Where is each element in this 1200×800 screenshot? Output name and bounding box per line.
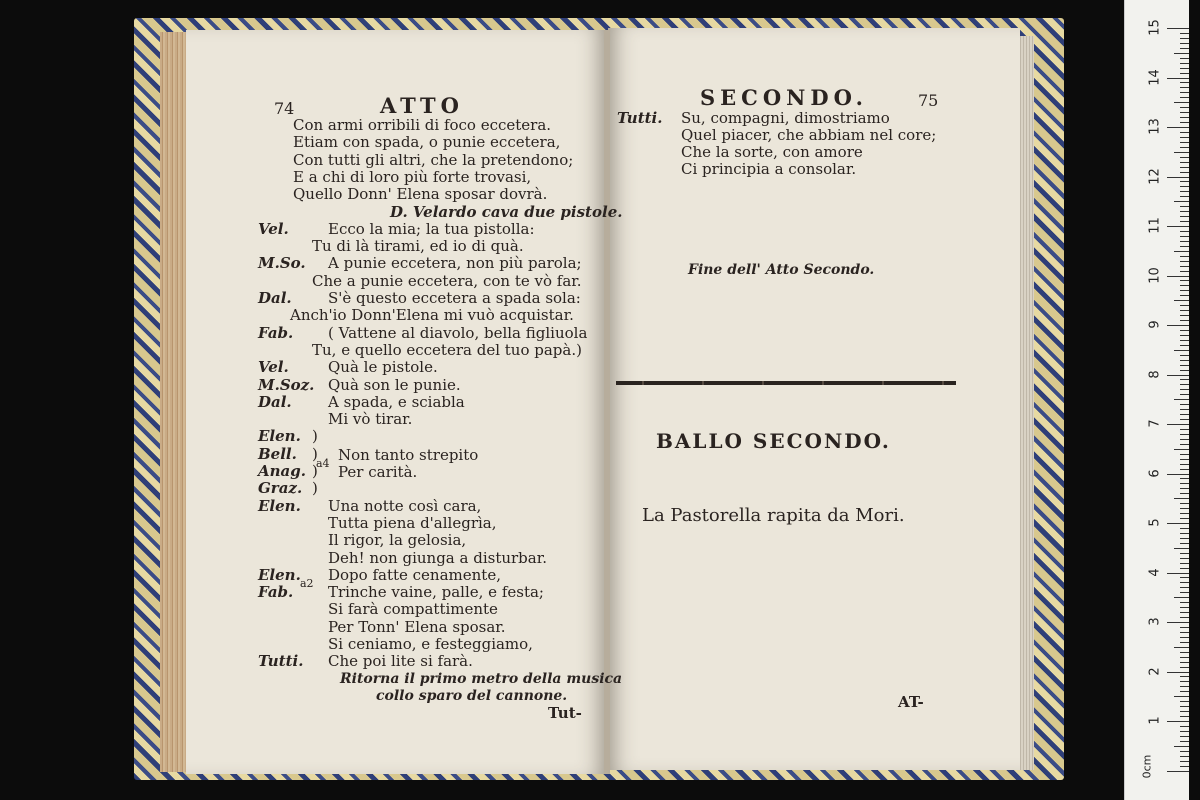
- speaker-tutti: Tutti.: [617, 109, 663, 127]
- ruler-tick: [1180, 488, 1189, 489]
- ruler-number: 8: [1147, 369, 1163, 379]
- verse-line: Che la sorte, con amore: [681, 143, 863, 161]
- ruler-tick: [1174, 102, 1189, 103]
- verse-line: Trinche vaine, palle, e festa;: [328, 583, 544, 602]
- verse-line: Che a punie eccetera, con te vò far.: [312, 271, 582, 290]
- right-page-number: 75: [918, 91, 939, 110]
- ruler-tick: [1180, 295, 1189, 296]
- ruler-tick: [1180, 335, 1189, 336]
- ruler-tick: [1174, 647, 1189, 648]
- verse-line: Per carità.: [338, 463, 418, 481]
- ruler-tick: [1180, 221, 1189, 222]
- verse-line: Tutta piena d'allegrìa,: [328, 513, 497, 532]
- ruler-tick: [1180, 404, 1189, 405]
- ruler-number: 11: [1147, 217, 1163, 234]
- ruler-tick: [1180, 706, 1189, 707]
- ruler-tick: [1180, 87, 1189, 88]
- verse-line: Ecco la mia; la tua pistolla:: [328, 219, 535, 238]
- ruler-tick: [1180, 676, 1189, 677]
- ruler-tick: [1180, 464, 1189, 465]
- speaker-label: Tutti.: [258, 652, 304, 671]
- verse-line: Tu di là tirami, ed io di quà.: [312, 237, 524, 256]
- ruler-tick: [1180, 577, 1189, 578]
- ruler-tick: [1180, 607, 1189, 608]
- verse-line: Anch'io Donn'Elena mi vuò acquistar.: [290, 306, 574, 325]
- ruler-tick: [1180, 652, 1189, 653]
- ruler-tick: [1180, 236, 1189, 237]
- ruler-tick: [1174, 498, 1189, 499]
- ruler-tick: [1167, 375, 1189, 376]
- ruler-tick: [1180, 518, 1189, 519]
- ruler-tick: [1180, 206, 1189, 207]
- ruler-tick: [1180, 97, 1189, 98]
- ruler-number: 7: [1147, 419, 1163, 428]
- ruler-tick: [1180, 58, 1189, 59]
- ruler-tick: [1174, 548, 1189, 549]
- verse-line: ( Vattene al diavolo, bella figliuola: [328, 323, 588, 342]
- verse-line: Con tutti gli altri, che la pretendono;: [293, 150, 574, 169]
- ballo-subtitle: La Pastorella rapita da Mori.: [642, 505, 905, 526]
- ruler-number: 3: [1147, 617, 1163, 626]
- speaker-label: Vel.: [258, 358, 289, 377]
- ruler-tick: [1180, 592, 1189, 593]
- page-edges-right: [1018, 36, 1034, 770]
- verse-line: Non tanto strepito: [338, 445, 479, 464]
- ruler-tick: [1180, 33, 1189, 34]
- bracket-mark: ): [312, 444, 318, 463]
- speaker-label: Dal.: [258, 392, 292, 411]
- ruler-tick: [1180, 142, 1189, 143]
- speaker-label: Dal.: [258, 289, 292, 307]
- ruler-tick: [1167, 276, 1189, 277]
- ruler-tick: [1180, 340, 1189, 341]
- ruler-tick: [1180, 68, 1189, 69]
- verse-line: Il rigor, la gelosia,: [328, 531, 467, 550]
- right-running-head: SECONDO.: [700, 85, 868, 110]
- ruler-tick: [1167, 672, 1189, 673]
- ruler-tick: [1180, 181, 1189, 182]
- left-page-number: 74: [274, 99, 295, 118]
- ruler-tick: [1180, 483, 1189, 484]
- ruler-number: 1: [1147, 716, 1163, 725]
- ruler-tick: [1180, 642, 1189, 643]
- measurement-ruler: [1124, 0, 1189, 800]
- ruler-tick: [1180, 38, 1189, 39]
- ruler-tick: [1180, 122, 1189, 123]
- verse-line: Quello Donn' Elena sposar dovrà.: [293, 185, 548, 204]
- ruler-tick: [1167, 28, 1189, 29]
- speaker-label: Anag.: [258, 462, 306, 480]
- group-marker: a2: [300, 577, 314, 591]
- ruler-tick: [1180, 582, 1189, 583]
- ruler-tick: [1180, 186, 1189, 187]
- ruler-tick: [1180, 558, 1189, 559]
- ruler-tick: [1180, 310, 1189, 311]
- ruler-number: 6: [1147, 468, 1163, 478]
- ruler-tick: [1180, 439, 1189, 440]
- verse-line: A punie eccetera, non più parola;: [328, 254, 582, 273]
- verse-line: Deh! non giunga a disturbar.: [328, 548, 548, 567]
- ruler-tick: [1180, 355, 1189, 356]
- speaker-label: Elen.: [258, 427, 301, 446]
- verse-line: Per Tonn' Elena sposar.: [328, 617, 506, 636]
- ruler-tick: [1180, 162, 1189, 163]
- ruler-number: 12: [1147, 167, 1163, 185]
- verse-line: Quel piacer, che abbiam nel core;: [681, 126, 937, 144]
- ruler-tick: [1180, 370, 1189, 371]
- ruler-tick: [1180, 493, 1189, 494]
- ruler-tick: [1180, 667, 1189, 668]
- ruler-tick: [1180, 617, 1189, 618]
- ruler-tick: [1180, 211, 1189, 212]
- ruler-tick: [1180, 172, 1189, 173]
- ruler-tick: [1180, 305, 1189, 306]
- ruler-tick: [1180, 701, 1189, 702]
- ruler-tick: [1180, 216, 1189, 217]
- verse-line: Mi vò tirar.: [328, 410, 413, 429]
- ruler-tick: [1174, 399, 1189, 400]
- ruler-tick: [1180, 766, 1189, 767]
- verse-line: Quà le pistole.: [328, 358, 438, 377]
- ruler-tick: [1180, 726, 1189, 727]
- ruler-tick: [1180, 241, 1189, 242]
- speaker-label: Elen.: [258, 496, 301, 515]
- ruler-tick: [1180, 191, 1189, 192]
- ruler-tick: [1180, 761, 1189, 762]
- ruler-number: 2: [1147, 666, 1163, 676]
- ruler-tick: [1180, 414, 1189, 415]
- end-of-act-note: Fine dell' Atto Secondo.: [688, 262, 875, 278]
- ruler-number: 13: [1147, 118, 1163, 135]
- ruler-tick: [1180, 612, 1189, 613]
- section-rule: [616, 381, 956, 385]
- ruler-tick: [1180, 117, 1189, 118]
- speaker-label: Bell.: [258, 444, 297, 463]
- ruler-tick: [1180, 132, 1189, 133]
- ruler-tick: [1180, 454, 1189, 455]
- ruler-number: 14: [1147, 68, 1163, 86]
- ruler-tick: [1180, 63, 1189, 64]
- ruler-tick: [1180, 662, 1189, 663]
- speaker-label: Fab.: [258, 583, 294, 602]
- ruler-number: 9: [1147, 320, 1163, 329]
- ruler-tick: [1180, 271, 1189, 272]
- verse-line: Dopo fatte cenamente,: [328, 565, 501, 584]
- ruler-tick: [1180, 686, 1189, 687]
- verse-line: A spada, e sciabla: [328, 392, 465, 411]
- ruler-tick: [1180, 528, 1189, 529]
- ruler-tick: [1167, 78, 1189, 79]
- ruler-tick: [1167, 573, 1189, 574]
- ruler-tick: [1180, 736, 1189, 737]
- verse-line: Si ceniamo, e festeggiamo,: [328, 635, 533, 653]
- verse-line: Una notte così cara,: [328, 496, 482, 515]
- ruler-tick: [1180, 345, 1189, 346]
- verse-line: Ci principia a consolar.: [681, 160, 857, 178]
- ruler-tick: [1180, 320, 1189, 321]
- ruler-tick: [1180, 513, 1189, 514]
- ruler-tick: [1180, 691, 1189, 692]
- ruler-tick: [1180, 478, 1189, 479]
- verse-line: Quà son le punie.: [328, 375, 461, 394]
- ruler-number: 4: [1147, 567, 1163, 577]
- verse-line: Ritorna il primo metro della musica: [340, 670, 623, 687]
- speaker-label: Fab.: [258, 323, 294, 342]
- ruler-tick: [1180, 716, 1189, 717]
- ruler-tick: [1180, 82, 1189, 83]
- ruler-tick: [1180, 409, 1189, 410]
- ruler-tick: [1180, 92, 1189, 93]
- ruler-number: 5: [1147, 518, 1163, 527]
- ruler-tick: [1180, 384, 1189, 385]
- ruler-number: 15: [1147, 19, 1163, 36]
- ruler-tick: [1180, 627, 1189, 628]
- ruler-tick: [1167, 622, 1189, 623]
- ruler-tick: [1180, 48, 1189, 49]
- ruler-tick: [1180, 379, 1189, 380]
- ruler-tick: [1180, 632, 1189, 633]
- ruler-tick: [1180, 196, 1189, 197]
- ruler-tick: [1180, 365, 1189, 366]
- ruler-tick: [1180, 503, 1189, 504]
- ruler-tick: [1180, 112, 1189, 113]
- verse-line: Tut-: [548, 704, 582, 723]
- ruler-tick: [1180, 543, 1189, 544]
- book-gutter: [604, 30, 610, 774]
- ruler-tick: [1180, 538, 1189, 539]
- ruler-tick: [1180, 568, 1189, 569]
- ruler-tick: [1180, 563, 1189, 564]
- ruler-tick: [1174, 53, 1189, 54]
- ruler-tick: [1174, 300, 1189, 301]
- verse-line: Con armi orribili di foco eccetera.: [293, 116, 552, 134]
- ruler-tick: [1180, 157, 1189, 158]
- ruler-tick: [1180, 256, 1189, 257]
- ruler-tick: [1180, 429, 1189, 430]
- ruler-tick: [1180, 167, 1189, 168]
- speaker-label: Vel.: [258, 219, 289, 238]
- ruler-tick: [1167, 226, 1189, 227]
- ruler-tick: [1180, 389, 1189, 390]
- ruler-tick: [1174, 251, 1189, 252]
- ruler-tick: [1180, 419, 1189, 420]
- ruler-tick: [1180, 508, 1189, 509]
- ruler-tick: [1167, 127, 1189, 128]
- ruler-tick: [1167, 177, 1189, 178]
- speaker-label: Graz.: [258, 479, 303, 498]
- ruler-tick: [1180, 731, 1189, 732]
- ruler-tick: [1180, 711, 1189, 712]
- verse-line: S'è questo eccetera a spada sola:: [328, 289, 581, 307]
- ruler-tick: [1180, 587, 1189, 588]
- ruler-tick: [1180, 533, 1189, 534]
- ruler-tick: [1180, 751, 1189, 752]
- verse-line: Tu, e quello eccetera del tuo papà.): [312, 340, 582, 359]
- ruler-tick: [1167, 721, 1189, 722]
- ruler-number: 10: [1147, 266, 1163, 284]
- ruler-tick: [1180, 434, 1189, 435]
- ruler-tick: [1180, 469, 1189, 470]
- verse-line: Su, compagni, dimostriamo: [681, 109, 890, 127]
- left-running-head: ATTO: [380, 93, 464, 118]
- verse-line: E a chi di loro più forte trovasi,: [293, 167, 532, 186]
- ruler-tick: [1167, 424, 1189, 425]
- ruler-tick: [1167, 771, 1189, 772]
- ruler-tick: [1180, 657, 1189, 658]
- ruler-tick: [1180, 681, 1189, 682]
- ruler-tick: [1180, 741, 1189, 742]
- ruler-tick: [1180, 394, 1189, 395]
- ruler-tick: [1180, 553, 1189, 554]
- ruler-tick: [1180, 73, 1189, 74]
- ruler-tick: [1174, 152, 1189, 153]
- ruler-tick: [1174, 696, 1189, 697]
- ruler-tick: [1180, 459, 1189, 460]
- ruler-tick: [1180, 231, 1189, 232]
- ruler-tick: [1174, 350, 1189, 351]
- ruler-tick: [1180, 261, 1189, 262]
- ruler-tick: [1174, 449, 1189, 450]
- verse-line: collo sparo del cannone.: [376, 687, 568, 704]
- bracket-mark: ): [312, 462, 318, 480]
- ruler-tick: [1174, 201, 1189, 202]
- ruler-tick: [1174, 597, 1189, 598]
- ruler-tick: [1180, 147, 1189, 148]
- ruler-tick: [1180, 315, 1189, 316]
- ruler-tick: [1180, 266, 1189, 267]
- verse-line: Che poi lite si farà.: [328, 652, 473, 671]
- catchword: AT-: [898, 693, 924, 711]
- ruler-unit-label: 0cm: [1140, 754, 1154, 779]
- speaker-label: Elen.: [258, 565, 301, 584]
- group-marker: a4: [316, 456, 330, 470]
- verse-line: D. Velardo cava due pistole.: [390, 202, 623, 221]
- ruler-tick: [1180, 360, 1189, 361]
- speaker-label: M.Soz.: [258, 375, 315, 394]
- ballo-title: BALLO SECONDO.: [656, 429, 891, 453]
- ruler-tick: [1180, 756, 1189, 757]
- speaker-label: M.So.: [258, 254, 306, 273]
- ruler-tick: [1180, 444, 1189, 445]
- ruler-tick: [1180, 290, 1189, 291]
- ruler-tick: [1180, 280, 1189, 281]
- ruler-tick: [1174, 746, 1189, 747]
- ruler-tick: [1180, 137, 1189, 138]
- bracket-mark: ): [312, 479, 318, 498]
- ruler-tick: [1180, 43, 1189, 44]
- ruler-tick: [1167, 474, 1189, 475]
- ruler-tick: [1167, 523, 1189, 524]
- ruler-tick: [1180, 637, 1189, 638]
- bracket-mark: ): [312, 427, 318, 446]
- ruler-tick: [1180, 107, 1189, 108]
- ruler-tick: [1180, 285, 1189, 286]
- ruler-tick: [1180, 330, 1189, 331]
- verse-line: Si farà compattimente: [328, 600, 498, 619]
- ruler-tick: [1180, 246, 1189, 247]
- verse-line: Etiam con spada, o punie eccetera,: [293, 133, 561, 152]
- ruler-tick: [1180, 602, 1189, 603]
- ruler-tick: [1167, 325, 1189, 326]
